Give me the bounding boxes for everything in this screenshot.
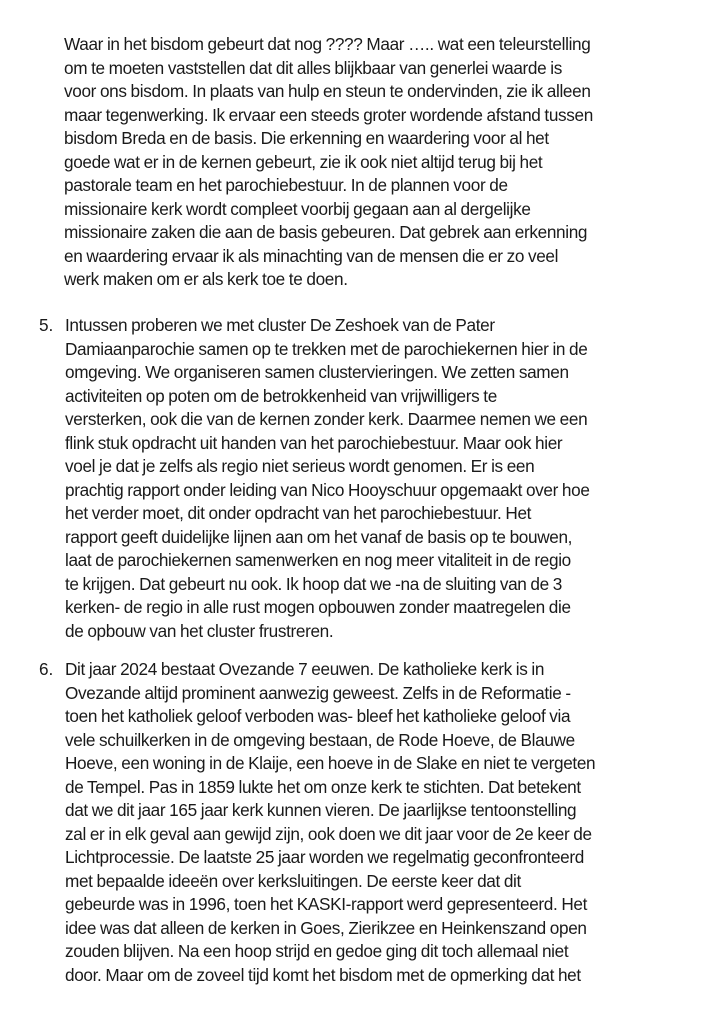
text-line: dat we dit jaar 165 jaar kerk kunnen vieren. De jaarlijkse tentoonstelling — [65, 800, 577, 820]
text-line: flink stuk opdracht uit handen van het parochiebestuur. Maar ook hier — [65, 432, 563, 453]
list-number: 6. — [39, 659, 54, 679]
text-line: de Tempel. Pas in 1859 lukte het om onze kerk te stichten. Dat betekent — [65, 776, 581, 797]
text-line: gebeurde was in 1996, toen het KASKI-rapport werd gepresenteerd. Het — [65, 894, 588, 914]
text-line: Waar in het bisdom gebeurt dat nog ???? Maar ….. wat een teleurstelling — [64, 34, 591, 54]
text-line: goede wat er in de kernen gebeurt, zie ik ook niet altijd terug bij het — [64, 151, 543, 172]
text-line: toen het katholiek geloof verboden was- bleef het katholieke geloof via — [65, 706, 571, 726]
text-line: met bepaalde ideeën over kerksluitingen. De eerste keer dat dit — [65, 870, 521, 891]
text-line: zouden blijven. Na een hoop strijd en gedoe ging dit toch allemaal niet — [65, 941, 569, 961]
text-line: te krijgen. Dat gebeurt nu ook. Ik hoop dat we -na de sluiting van de 3 — [65, 573, 562, 594]
text-line: om te moeten vaststellen dat dit alles blijkbaar van generlei waarde is — [64, 57, 562, 78]
text-line: Hoeve, een woning in de Klaije, een hoeve in de Slake en niet te vergeten — [65, 753, 596, 773]
text-line: vele schuilkerken in de omgeving bestaan, de Rode Hoeve, de Blauwe — [65, 729, 575, 750]
text-line: werk maken om er als kerk toe te doen. — [64, 269, 348, 289]
text-line: omgeving. We organiseren samen clustervieringen. We zetten samen — [65, 362, 569, 382]
text-line: missionaire kerk wordt compleet voorbij gegaan aan al dergelijke — [64, 198, 531, 219]
list-number: 5. — [39, 315, 54, 335]
text-line: bisdom Breda en de basis. Die erkenning en waardering voor al het — [64, 128, 549, 148]
text-line: het verder moet, dit onder opdracht van het parochiebestuur. Het — [65, 503, 532, 523]
text-line: Lichtprocessie. De laatste 25 jaar worden we regelmatig geconfronteerd — [65, 847, 584, 867]
text-line: Damiaanparochie samen op te trekken met de parochiekernen hier in de — [65, 338, 588, 359]
text-line: idee was dat alleen de kerken in Goes, Zierikzee en Heinkenszand open — [65, 917, 587, 938]
text-line: laat de parochiekernen samenwerken en nog meer vitaliteit in de regio — [65, 550, 571, 570]
text-line: activiteiten op poten om de betrokkenheid van vrijwilligers te — [65, 385, 497, 406]
text-line: prachtig rapport onder leiding van Nico Hooyschuur opgemaakt over hoe — [65, 479, 590, 500]
text-line: de opbouw van het cluster frustreren. — [65, 620, 334, 641]
text-line: Dit jaar 2024 bestaat Ovezande 7 eeuwen. De katholieke kerk is in — [65, 659, 545, 679]
text-line: Ovezande altijd prominent aanwezig geweest. Zelfs in de Reformatie - — [65, 682, 571, 703]
text-line: kerken- de regio in alle rust mogen opbouwen zonder maatregelen die — [65, 597, 571, 617]
text-line: versterken, ook die van de kernen zonder kerk. Daarmee nemen we een — [65, 409, 588, 429]
text-line: voor ons bisdom. In plaats van hulp en steun te ondervinden, zie ik alleen — [64, 81, 591, 101]
text-line: missionaire zaken die aan de basis gebeuren. Dat gebrek aan erkenning — [64, 222, 588, 242]
text-line: door. Maar om de zoveel tijd komt het bisdom met de opmerking dat het — [65, 964, 581, 985]
text-line: voel je dat je zelfs als regio niet serieus wordt genomen. Er is een — [65, 456, 535, 476]
text-line: en waardering ervaar ik als minachting van de mensen die er zo veel — [64, 245, 559, 266]
text-line: zal er in elk geval aan gewijd zijn, ook doen we dit jaar voor de 2e keer de — [65, 823, 592, 844]
text-line: rapport geeft duidelijke lijnen aan om het vanaf de basis op te bouwen, — [65, 526, 573, 547]
text-line: pastorale team en het parochiebestuur. In de plannen voor de — [64, 175, 508, 195]
text-line: Intussen proberen we met cluster De Zeshoek van de Pater — [65, 315, 495, 335]
text-line: maar tegenwerking. Ik ervaar een steeds groter wordende afstand tussen — [64, 104, 593, 125]
